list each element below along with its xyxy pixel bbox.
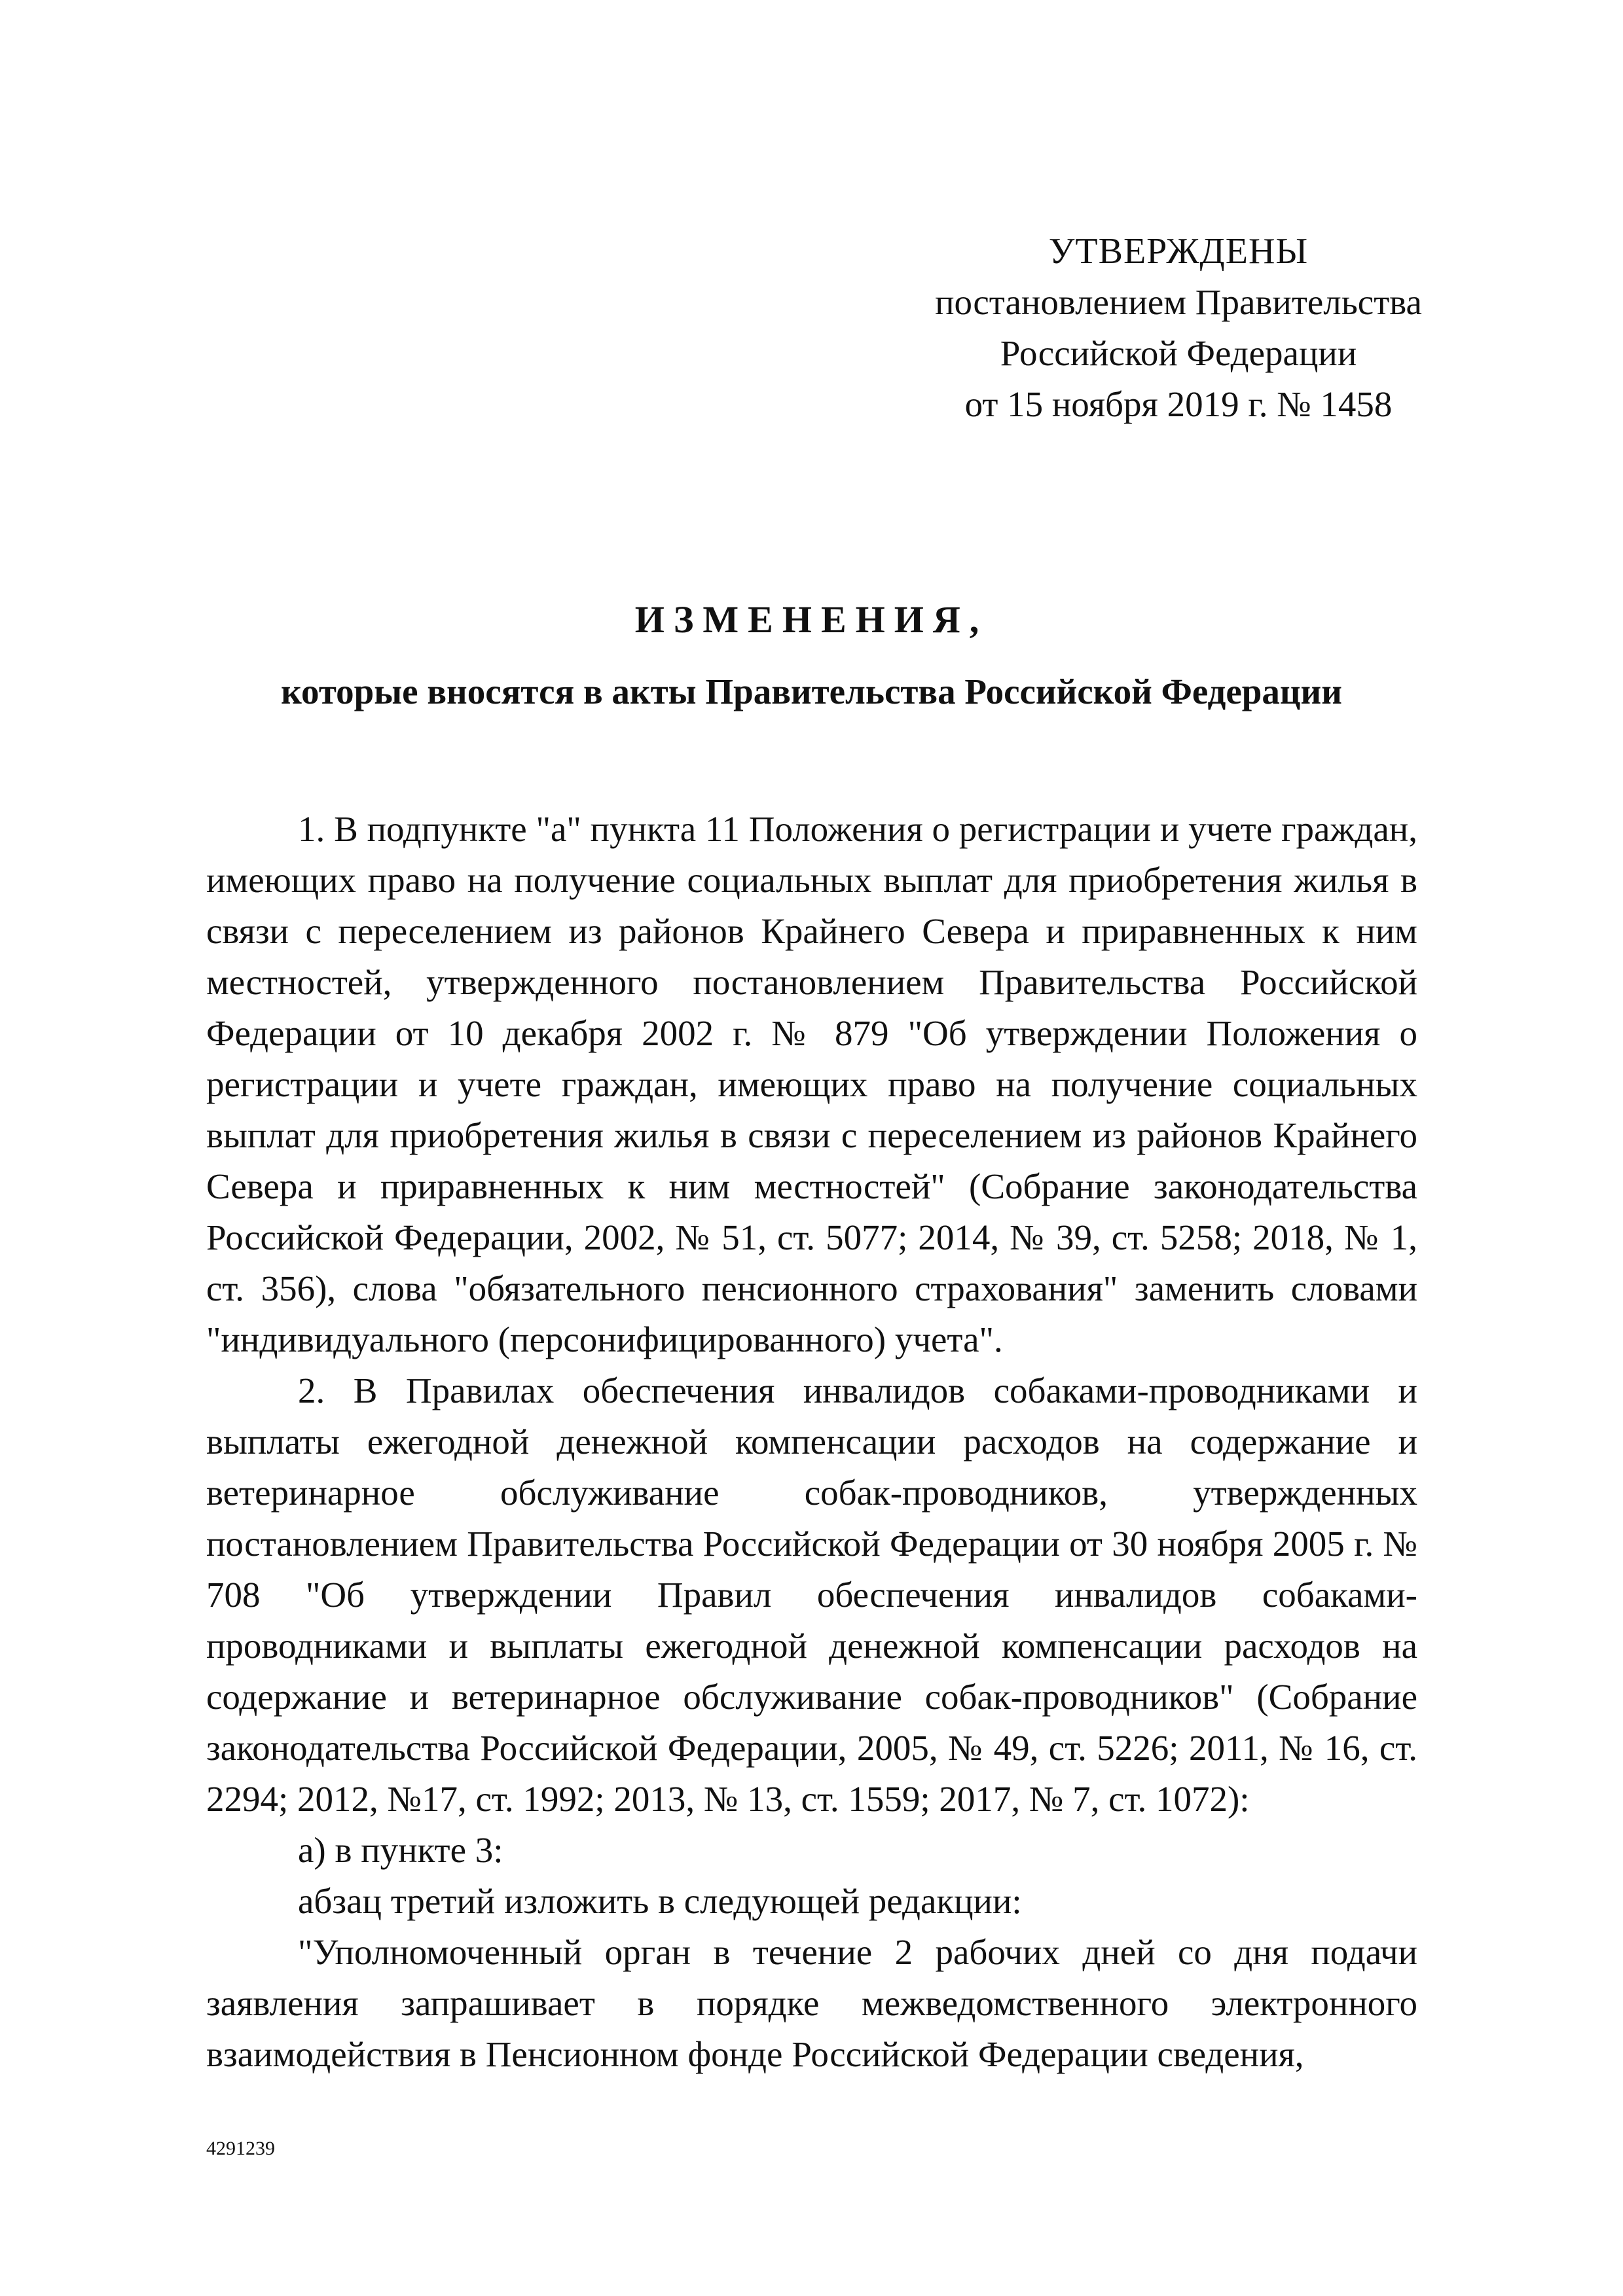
approval-line-1: постановлением Правительства [935,282,1422,322]
document-title-block [0,592,1623,719]
document-title: ИЗМЕНЕНИЯ, [634,598,989,641]
approved-heading: УТВЕРЖДЕНЫ [1048,231,1309,272]
approval-line-3: от 15 ноября 2019 г. № 1458 [964,384,1393,424]
paragraph-3: а) в пункте 3: [298,1830,503,1870]
document-subtitle: которые вносятся в акты Правительства Российской Федерации [281,672,1342,711]
approval-line-2: Российской Федерации [1000,333,1357,373]
paragraph-5: "Уполномоченный орган в течение 2 рабочих дней со дня подачи заявления запрашивает в порядке межведомственного электронного взаимодействия в Пенсионном фонде Российской Федерации сведения, [206,1932,1417,2074]
approval-block [871,226,1486,430]
document-number: 4291239 [206,2138,275,2159]
paragraph-4: абзац третий изложить в следующей редакции: [298,1881,1022,1921]
document-body [206,804,1417,2080]
paragraph-1: 1. В подпункте "а" пункта 11 Положения о регистрации и учете граждан, имеющих право на получение социальных выплат для приобретения жилья в связи с переселением из районов Крайнего Севера и приравненных к ним местностей, утвержденного постановлением Правительства Российской Федерации от 10 декабря 2002 г. № 879 "Об утверждении Положения о регистрации и учете граждан, имеющих право на получение социальных выплат для приобретения жилья в связи с переселением из районов Крайнего Севера и приравненных к ним местностей" (Собрание законодательства Российской Федерации, 2002, № 51, ст. 5077; 2014, № 39, ст. 5258; 2018, № 1, ст. 356), слова "обязательного пенсионного страхования" заменить словами "индивидуального (персонифицированного) учета". [206,809,1417,1359]
paragraph-2: 2. В Правилах обеспечения инвалидов собаками-проводниками и выплаты ежегодной денежной компенсации расходов на содержание и ветеринарное обслуживание собак-проводников, утвержденных постановлением Правительства Российской Федерации от 30 ноября 2005 г. № 708 "Об утверждении Правил обеспечения инвалидов собаками-проводниками и выплаты ежегодной денежной компенсации расходов на содержание и ветеринарное обслуживание собак-проводников" (Собрание законодательства Российской Федерации, 2005, № 49, ст. 5226; 2011, № 16, ст. 2294; 2012, №17, ст. 1992; 2013, № 13, ст. 1559; 2017, № 7, ст. 1072): [206,1371,1417,1819]
